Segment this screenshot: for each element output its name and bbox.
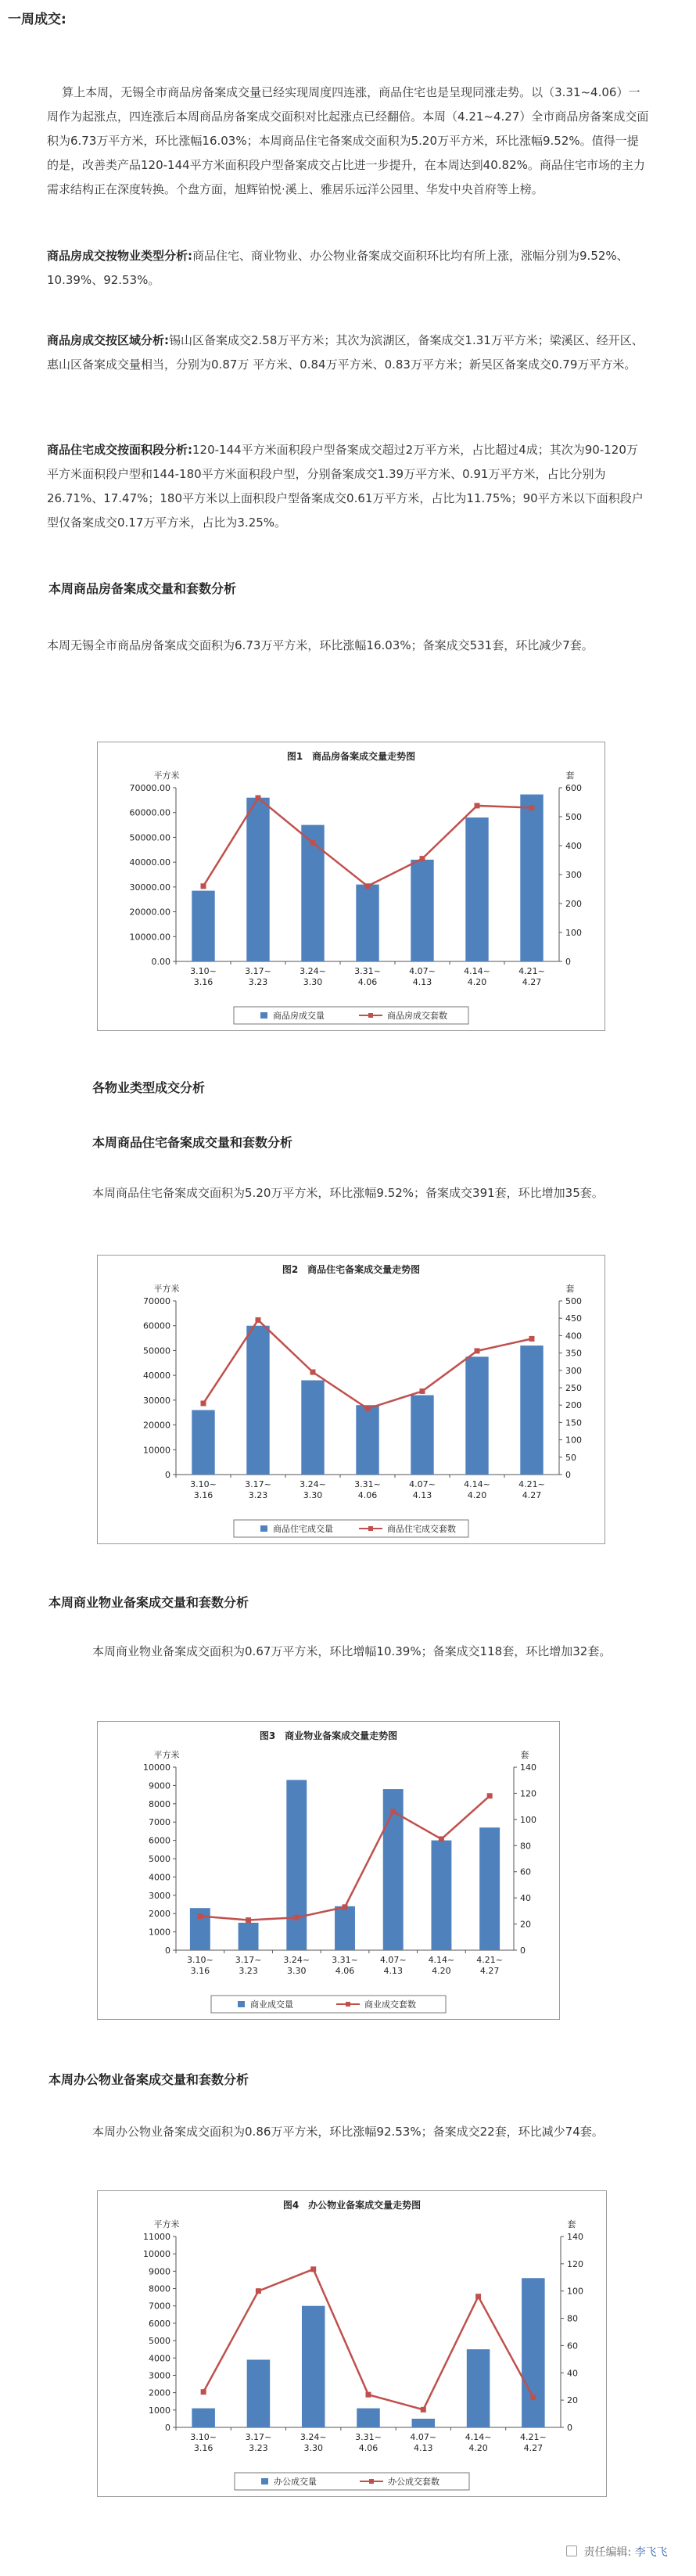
y-tick-left-label: 0 <box>165 1945 170 1956</box>
x-tick-label: 4.07~ <box>409 1479 436 1489</box>
x-tick-label: 3.16 <box>193 977 213 987</box>
legend-line-marker <box>369 2479 374 2484</box>
section-title: 一周成交: <box>8 12 66 27</box>
y-axis-right-label: 套 <box>565 1284 575 1294</box>
line-point <box>201 883 206 889</box>
y-tick-right-label: 120 <box>520 1788 536 1799</box>
x-tick-label: 3.30 <box>303 2443 323 2453</box>
y-tick-left-label: 7000 <box>149 1817 170 1828</box>
bar <box>192 2409 215 2427</box>
x-tick-label: 3.10~ <box>190 966 217 976</box>
section1-text: 本周无锡全市商品房备案成交面积为6.73万平方米，环比涨幅16.03%；备案成交531套，环比减少7套。 <box>47 638 594 652</box>
line-point <box>310 840 316 846</box>
legend-line-marker <box>368 1013 373 1018</box>
line-point <box>439 1836 444 1841</box>
y-axis-right-label: 套 <box>565 771 575 781</box>
x-tick-label: 3.31~ <box>355 2432 382 2442</box>
y-tick-left-label: 0.00 <box>151 957 170 967</box>
x-tick-label: 4.20 <box>467 1490 487 1500</box>
y-tick-right-label: 100 <box>565 1435 582 1446</box>
bar <box>411 1396 433 1475</box>
bar <box>302 2306 325 2427</box>
x-tick-label: 4.06 <box>357 977 378 987</box>
x-tick-label: 4.27 <box>522 1490 542 1500</box>
y-tick-right-label: 50 <box>565 1452 576 1463</box>
bar <box>335 1906 355 1950</box>
bar <box>247 2359 271 2427</box>
y-tick-left-label: 8000 <box>149 1798 170 1809</box>
y-tick-right-label: 20 <box>567 2395 578 2406</box>
section-types-title: 各物业类型成交分析 <box>92 1080 206 1095</box>
legend-bar-swatch <box>260 1525 267 1532</box>
chart-3-svg <box>98 1722 559 2019</box>
y-tick-left-label: 4000 <box>149 2353 170 2364</box>
chart-4-svg <box>98 2191 606 2496</box>
analysis-region-label: 商品房成交按区域分析: <box>47 333 169 347</box>
x-tick-label: 3.23 <box>239 1966 258 1976</box>
line-point <box>197 1913 203 1919</box>
x-tick-label: 3.30 <box>303 1490 323 1500</box>
chart-3 <box>97 1721 560 2020</box>
chart-2-svg <box>98 1256 605 1543</box>
editor-credit <box>566 2544 668 2560</box>
x-tick-label: 3.16 <box>193 1490 213 1500</box>
x-tick-label: 3.23 <box>248 1490 268 1500</box>
y-axis-left-label: 平方米 <box>153 2219 180 2229</box>
line-point <box>421 2407 426 2413</box>
section1-title: 本周商品房备案成交量和套数分析 <box>48 581 237 596</box>
legend-line-marker <box>368 1526 373 1531</box>
y-tick-left-label: 70000.00 <box>129 783 170 793</box>
chart-1-svg <box>98 742 605 1030</box>
y-tick-right-label: 140 <box>520 1762 536 1773</box>
x-tick-label: 4.14~ <box>464 966 490 976</box>
x-tick-label: 3.24~ <box>300 2432 327 2442</box>
y-axis-left-label: 平方米 <box>153 1284 180 1294</box>
y-tick-right-label: 300 <box>565 870 582 880</box>
analysis-type-label: 商品房成交按物业类型分析: <box>47 249 192 263</box>
editor-label: 责任编辑: <box>583 2546 632 2559</box>
x-tick-label: 3.10~ <box>190 1479 217 1489</box>
bar <box>192 1410 214 1475</box>
line-point <box>420 856 425 861</box>
bar <box>356 1405 378 1475</box>
y-tick-right-label: 0 <box>520 1945 526 1956</box>
x-tick-label: 3.17~ <box>245 2432 272 2442</box>
y-tick-left-label: 3000 <box>149 1890 170 1901</box>
y-axis-right-label: 套 <box>567 2219 576 2229</box>
y-tick-right-label: 120 <box>567 2258 583 2269</box>
y-tick-right-label: 0 <box>565 1470 571 1480</box>
y-tick-right-label: 80 <box>520 1841 531 1852</box>
y-tick-left-label: 7000 <box>149 2301 170 2312</box>
y-tick-left-label: 30000.00 <box>129 882 170 893</box>
y-tick-left-label: 40000 <box>143 1371 170 1381</box>
x-tick-label: 3.30 <box>303 977 323 987</box>
y-tick-right-label: 40 <box>567 2368 578 2379</box>
legend-bar-label: 商业成交量 <box>250 1999 293 2010</box>
analysis-region-text: 锡山区备案成交2.58万平方米；其次为滨湖区，备案成交1.31万平方米；梁溪区、经开区、惠山区备案成交量相当，分别为0.87万 平方米、0.84万平方米、0.83万平方米；新吴区备案成交0.79万平方米。 <box>47 333 644 372</box>
x-tick-label: 4.13 <box>414 2443 433 2453</box>
y-tick-left-label: 5000 <box>149 1854 170 1864</box>
line-point <box>420 1389 425 1394</box>
section4-title: 本周办公物业备案成交量和套数分析 <box>48 2072 249 2087</box>
y-tick-left-label: 6000 <box>149 2318 170 2329</box>
x-tick-label: 3.23 <box>249 2443 268 2453</box>
x-tick-label: 4.06 <box>357 1490 378 1500</box>
y-tick-left-label: 8000 <box>149 2283 170 2294</box>
y-axis-left-label: 平方米 <box>153 771 180 781</box>
analysis-type-text: 商品住宅、商业物业、办公物业备案成交面积环比均有所上涨，涨幅分别为9.52%、10.39%、92.53%。 <box>47 249 629 287</box>
bar <box>520 795 543 961</box>
y-tick-right-label: 0 <box>567 2423 572 2433</box>
x-tick-label: 4.21~ <box>518 966 545 976</box>
y-axis-right-label: 套 <box>520 1750 529 1760</box>
x-tick-label: 4.07~ <box>410 2432 437 2442</box>
x-tick-label: 3.17~ <box>235 1955 262 1965</box>
bar <box>301 1380 324 1475</box>
bar <box>357 2409 380 2427</box>
legend-bar-swatch <box>260 1012 267 1019</box>
y-tick-left-label: 60000.00 <box>129 807 170 818</box>
bar <box>246 798 269 961</box>
legend-line-marker <box>346 2002 350 2007</box>
bar <box>356 885 378 961</box>
y-tick-right-label: 100 <box>567 2286 583 2297</box>
y-tick-left-label: 60000 <box>143 1320 170 1331</box>
legend-bar-label: 办公成交量 <box>274 2477 317 2487</box>
y-tick-left-label: 50000 <box>143 1345 170 1356</box>
x-tick-label: 4.13 <box>412 977 432 987</box>
line-point <box>475 1348 480 1353</box>
y-tick-left-label: 0 <box>165 2423 170 2433</box>
section2-text: 本周商品住宅备案成交面积为5.20万平方米，环比涨幅9.52%；备案成交391套，环比增加35套。 <box>92 1186 604 1200</box>
x-tick-label: 3.23 <box>248 977 268 987</box>
section3-title: 本周商业物业备案成交量和套数分析 <box>48 1595 249 1610</box>
y-tick-right-label: 0 <box>565 957 571 967</box>
section3-text: 本周商业物业备案成交面积为0.67万平方米，环比增幅10.39%；备案成交118套，环比增加32套。 <box>92 1644 612 1658</box>
legend-line-label: 商业成交套数 <box>364 1999 416 2010</box>
y-tick-right-label: 500 <box>565 1296 582 1306</box>
y-tick-left-label: 1000 <box>149 1927 170 1938</box>
analysis-region-paragraph <box>47 329 649 377</box>
x-tick-label: 4.06 <box>358 2443 378 2453</box>
y-tick-left-label: 1000 <box>149 2405 170 2416</box>
y-tick-right-label: 450 <box>565 1313 582 1324</box>
x-tick-label: 3.31~ <box>354 1479 381 1489</box>
line-point <box>201 2389 206 2395</box>
line-point <box>256 795 261 800</box>
chart-title: 图2 商品住宅备案成交量走势图 <box>282 1264 421 1275</box>
y-tick-left-label: 10000.00 <box>129 932 170 943</box>
y-tick-right-label: 500 <box>565 812 582 822</box>
y-tick-left-label: 40000.00 <box>129 857 170 868</box>
line-point <box>310 1370 316 1375</box>
x-tick-label: 4.13 <box>412 1490 432 1500</box>
y-tick-left-label: 10000 <box>143 1445 170 1456</box>
y-tick-left-label: 11000 <box>143 2232 170 2242</box>
line-point <box>256 1317 261 1323</box>
x-tick-label: 4.20 <box>467 977 487 987</box>
y-tick-right-label: 20 <box>520 1919 531 1930</box>
chart-1 <box>97 742 605 1031</box>
legend-bar-label: 商品房成交量 <box>273 1011 325 1021</box>
y-tick-left-label: 3000 <box>149 2370 170 2381</box>
editor-name: 李飞飞 <box>634 2546 668 2559</box>
y-tick-right-label: 400 <box>565 841 582 851</box>
x-tick-label: 3.31~ <box>354 966 381 976</box>
bar <box>246 1326 269 1475</box>
y-tick-left-label: 5000 <box>149 2336 170 2347</box>
bar <box>431 1841 451 1950</box>
y-tick-left-label: 10000 <box>143 2249 170 2260</box>
chart-title: 图4 办公物业备案成交量走势图 <box>282 2200 422 2211</box>
bar <box>467 2349 490 2427</box>
chart-2 <box>97 1255 605 1544</box>
y-tick-left-label: 9000 <box>149 2266 170 2277</box>
x-tick-label: 4.14~ <box>428 1955 455 1965</box>
x-tick-label: 3.24~ <box>300 966 326 976</box>
x-tick-label: 3.24~ <box>283 1955 310 1965</box>
bar <box>192 891 214 961</box>
y-tick-right-label: 60 <box>567 2341 578 2351</box>
intro-text: 算上本周，无锡全市商品房备案成交量已经实现周度四连涨，商品住宅也是呈现同涨走势。以（3.31~4.06）一周作为起涨点，四连涨后本周商品房备案成交面积对比起涨点已经翻倍。本周（4.21~4.27）全市商品房备案成交面积为6.73万平方米，环比涨幅16.03%；本周商品住宅备案成交面积为5.20万平方米，环比涨幅9.52%。值得一提的是，改善类产品120-144平方米面积段户型备案成交占比进一步提升，在本周达到40.82%。商品住宅市场的主力需求结构正在深度转换。个盘方面，旭辉铂悦·溪上、雅居乐远洋公园里、华发中央首府等上榜。 <box>47 85 649 196</box>
x-tick-label: 4.20 <box>432 1966 451 1976</box>
x-tick-label: 4.07~ <box>409 966 436 976</box>
y-tick-right-label: 600 <box>565 783 582 793</box>
x-tick-label: 4.21~ <box>519 2432 547 2442</box>
y-tick-left-label: 6000 <box>149 1835 170 1846</box>
analysis-type-paragraph <box>47 244 649 293</box>
y-tick-left-label: 70000 <box>143 1296 170 1306</box>
line-point <box>201 1400 206 1406</box>
y-tick-left-label: 20000 <box>143 1420 170 1431</box>
y-tick-right-label: 40 <box>520 1893 531 1904</box>
bar <box>412 2419 436 2427</box>
line-point <box>366 2392 371 2398</box>
legend-line-label: 办公成交套数 <box>388 2477 439 2487</box>
bar <box>465 817 488 961</box>
legend-line-label: 商品住宅成交套数 <box>387 1524 456 1534</box>
y-tick-right-label: 200 <box>565 899 582 909</box>
line-point <box>294 1915 300 1920</box>
x-tick-label: 3.16 <box>193 2443 213 2453</box>
bar <box>520 1345 543 1475</box>
bar <box>522 2278 545 2427</box>
x-tick-label: 3.17~ <box>245 1479 271 1489</box>
y-tick-right-label: 100 <box>565 928 582 938</box>
section2-title: 本周商品住宅备案成交量和套数分析 <box>92 1135 293 1150</box>
chart-title: 图3 商业物业备案成交量走势图 <box>259 1730 398 1741</box>
y-tick-right-label: 100 <box>520 1814 536 1825</box>
x-tick-label: 4.13 <box>383 1966 403 1976</box>
x-tick-label: 3.16 <box>190 1966 210 1976</box>
x-tick-label: 4.27 <box>522 977 542 987</box>
legend-bar-swatch <box>261 2478 268 2484</box>
x-tick-label: 4.06 <box>335 1966 355 1976</box>
y-tick-left-label: 2000 <box>149 1909 170 1920</box>
legend-bar-swatch <box>238 2001 245 2007</box>
y-tick-left-label: 20000.00 <box>129 907 170 918</box>
y-tick-right-label: 150 <box>565 1417 582 1428</box>
line-point <box>310 2266 316 2272</box>
y-tick-left-label: 0 <box>165 1470 170 1480</box>
line-point <box>529 805 535 810</box>
chart-title: 图1 商品房备案成交量走势图 <box>286 751 416 762</box>
x-tick-label: 4.21~ <box>518 1479 545 1489</box>
y-tick-right-label: 250 <box>565 1383 582 1393</box>
line-point <box>246 1917 251 1923</box>
line-point <box>390 1809 396 1814</box>
x-tick-label: 3.10~ <box>186 1955 213 1965</box>
line-point <box>343 1904 348 1910</box>
x-tick-label: 3.31~ <box>332 1955 358 1965</box>
y-tick-right-label: 350 <box>565 1348 582 1359</box>
intro-paragraph <box>47 56 649 226</box>
analysis-area-text: 120-144平方米面积段户型备案成交超过2万平方米，占比超过4成；其次为90-120万平方米面积段户型和144-180平方米面积段户型，分别备案成交1.39万平方米、0.91万平方米，占比分别为26.71%、17.47%；180平方米以上面积段户型备案成交0.61万平方米，占比为11.75%；90平方米以下面积段户型仅备案成交0.17万平方米，占比为3.25%。 <box>47 443 644 530</box>
analysis-area-paragraph <box>47 438 649 535</box>
y-tick-right-label: 80 <box>567 2313 578 2324</box>
line-point <box>365 1406 371 1411</box>
line-point <box>530 2395 536 2400</box>
analysis-area-label: 商品住宅成交按面积段分析: <box>47 443 192 457</box>
y-tick-left-label: 4000 <box>149 1872 170 1883</box>
x-tick-label: 3.24~ <box>300 1479 326 1489</box>
x-tick-label: 4.20 <box>468 2443 488 2453</box>
y-tick-left-label: 9000 <box>149 1780 170 1791</box>
y-tick-right-label: 400 <box>565 1331 582 1342</box>
editor-icon <box>566 2545 577 2556</box>
legend-line-label: 商品房成交套数 <box>387 1011 447 1021</box>
section4-text: 本周办公物业备案成交面积为0.86万平方米，环比涨幅92.53%；备案成交22套，环比减少74套。 <box>92 2125 604 2139</box>
bar <box>411 860 433 961</box>
y-tick-left-label: 30000 <box>143 1395 170 1406</box>
y-tick-right-label: 140 <box>567 2232 583 2242</box>
bar <box>239 1923 259 1950</box>
y-tick-right-label: 200 <box>565 1400 582 1411</box>
x-tick-label: 4.14~ <box>465 2432 492 2442</box>
y-tick-left-label: 50000.00 <box>129 832 170 843</box>
y-axis-left-label: 平方米 <box>153 1750 180 1760</box>
line-point <box>365 883 371 889</box>
line-point <box>487 1793 493 1798</box>
y-tick-right-label: 300 <box>565 1365 582 1376</box>
y-tick-left-label: 10000 <box>143 1762 170 1773</box>
x-tick-label: 3.17~ <box>245 966 271 976</box>
chart-4 <box>97 2190 607 2497</box>
bar <box>465 1356 488 1475</box>
x-tick-label: 4.14~ <box>464 1479 490 1489</box>
bar <box>479 1827 500 1950</box>
line-point <box>475 2294 481 2299</box>
x-tick-label: 3.30 <box>287 1966 307 1976</box>
y-tick-left-label: 2000 <box>149 2387 170 2398</box>
y-tick-right-label: 60 <box>520 1866 531 1877</box>
line-point <box>256 2288 261 2294</box>
x-tick-label: 4.27 <box>523 2443 544 2453</box>
bar <box>286 1780 307 1950</box>
x-tick-label: 4.07~ <box>379 1955 407 1965</box>
x-tick-label: 4.21~ <box>476 1955 504 1965</box>
line-point <box>475 803 480 808</box>
x-tick-label: 3.10~ <box>190 2432 217 2442</box>
line-point <box>529 1336 535 1342</box>
legend-bar-label: 商品住宅成交量 <box>273 1524 333 1534</box>
x-tick-label: 4.27 <box>479 1966 500 1976</box>
